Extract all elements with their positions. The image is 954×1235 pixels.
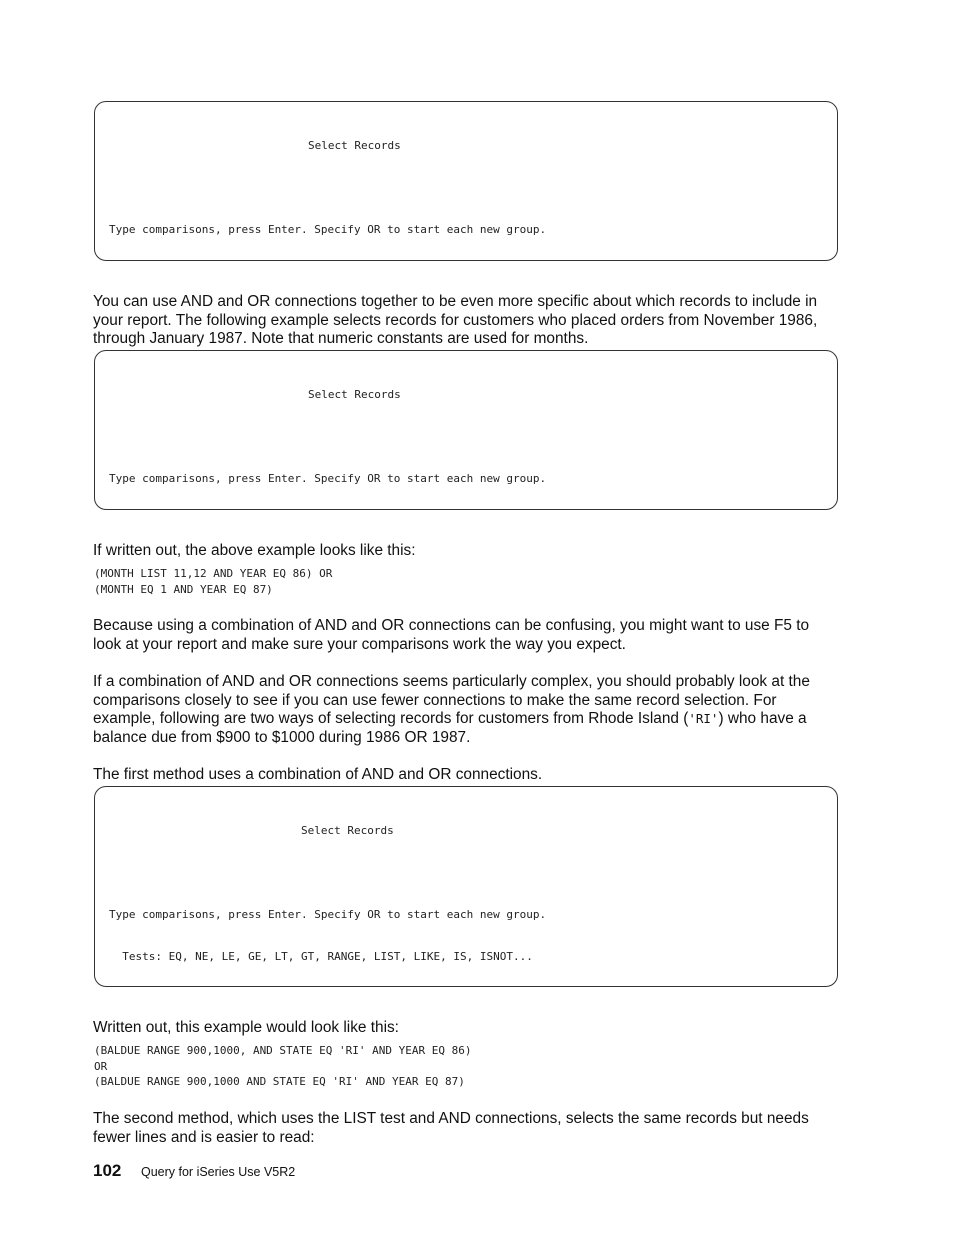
book-title: Query for iSeries Use V5R2 [141,1165,296,1179]
paragraph-second-method: The second method, which uses the LIST test and AND connections, selects the same records but needs fewer lines and is easier to read: [93,1110,809,1146]
paragraph-written-out: If written out, the above example looks like this: [93,542,416,559]
select-records-screen-1 [94,101,838,261]
code-example-2: (BALDUE RANGE 900,1000, AND STATE EQ 'RI' AND YEAR EQ 86) OR (BALDUE RANGE 900,1000 AND STATE EQ 'RI' AND YEAR EQ 87) [94,1044,472,1088]
inline-code-ri: 'RI' [688,711,719,726]
paragraph-text: If a combination of AND and OR connections seems particularly complex, you should probably look at the comparisons closely to see if you can use fewer connections to make the same record selection. For example, following are two ways of selecting records for customers from Rhode Island ( [93,673,810,727]
paragraph-and-or-intro: You can use AND and OR connections together to be even more specific about which records to include in your report. The following example selects records for customers who placed orders from November 1986, through January 1987. Note that numeric constants are used for months. [93,293,818,347]
select-records-screen-2 [94,350,838,510]
select-records-screen-3 [94,786,838,987]
screen-instruction: Type comparisons, press Enter. Specify OR to start each new group. [109,223,547,236]
screen-instruction: Type comparisons, press Enter. Specify OR to start each new group. [109,472,547,485]
screen-tests: Tests: EQ, NE, LE, GE, LT, GT, RANGE, LIST, LIKE, IS, ISNOT... [109,950,533,963]
screen-title: Select Records [301,824,394,837]
screen-instruction: Type comparisons, press Enter. Specify OR to start each new group. [109,908,547,921]
page-number: 102 [93,1161,122,1180]
code-example-1: (MONTH LIST 11,12 AND YEAR EQ 86) OR (MONTH EQ 1 AND YEAR EQ 87) [94,567,333,596]
screen-title: Select Records [308,388,401,401]
screen-title: Select Records [308,139,401,152]
paragraph-written-out-2: Written out, this example would look like this: [93,1019,399,1036]
paragraph-complex-combination [93,673,838,747]
paragraph-text: ) who have a balance due from $900 to $1000 during 1986 OR 1987. [93,710,807,746]
paragraph-first-method: The first method uses a combination of AND and OR connections. [93,766,543,783]
paragraph-f5-hint: Because using a combination of AND and OR connections can be confusing, you might want to use F5 to look at your report and make sure your comparisons work the way you expect. [93,617,810,653]
